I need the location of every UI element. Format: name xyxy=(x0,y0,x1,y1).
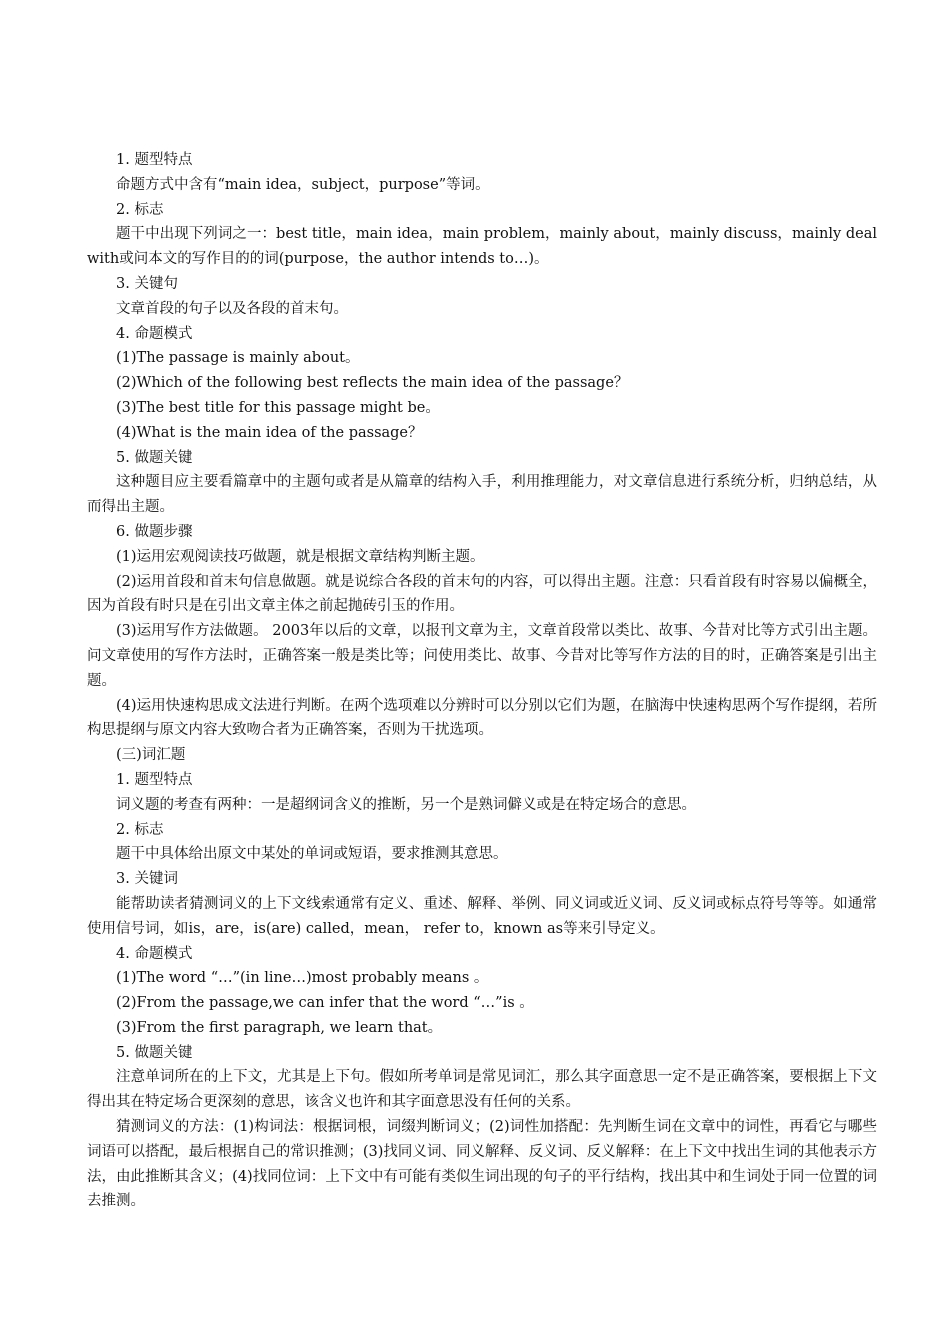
pattern-item: (1)The word “…”(in line…)most probably means 。 xyxy=(116,970,489,987)
step-item: (2)运用首段和首末句信息做题。就是说综合各段的首末句的内容，可以得出主题。注意：只看首段有时容易以偏概全，因为首段有时只是在引出文章主体之前起抛砖引玉的作用。 xyxy=(87,573,877,615)
document-body xyxy=(87,148,877,1214)
paragraph: 题干中具体给出原文中某处的单词或短语，要求推测其意思。 xyxy=(116,846,508,863)
heading-question-patterns: 4. 命题模式 xyxy=(116,325,193,342)
heading-question-features: 1. 题型特点 xyxy=(116,152,193,168)
heading-question-patterns: 4. 命题模式 xyxy=(116,945,193,962)
paragraph: 题干中出现下列词之一：best title，main idea，main problem，mainly about，mainly discuss，mainly deal with或问本文的写作目的的词(purpose，the author intends to…)。 xyxy=(87,226,877,268)
heading-indicators: 2. 标志 xyxy=(116,201,164,218)
heading-indicators: 2. 标志 xyxy=(116,821,164,838)
heading-solving-key: 5. 做题关键 xyxy=(116,1044,193,1061)
step-item: (3)运用写作方法做题。 2003年以后的文章，以报刊文章为主，文章首段常以类比、故事、今昔对比等方式引出主题。问文章使用的写作方法时，正确答案一般是类比等；问使用类比、故事、今昔对比等写作方法的目的时，正确答案是引出主题。 xyxy=(87,623,877,689)
heading-solving-steps: 6. 做题步骤 xyxy=(116,523,193,540)
paragraph: 词义题的考查有两种：一是超纲词含义的推断，另一个是熟词僻义或是在特定场合的意思。 xyxy=(116,796,696,813)
pattern-item: (2)Which of the following best reflects the main idea of the passage？ xyxy=(116,375,629,392)
pattern-item: (2)From the passage,we can infer that the word “…”is 。 xyxy=(116,995,534,1012)
paragraph: 注意单词所在的上下文，尤其是上下句。假如所考单词是常见词汇，那么其字面意思一定不是正确答案，要根据上下文得出其在特定场合更深刻的意思，该含义也许和其字面意思没有任何的关系。 xyxy=(87,1069,877,1111)
paragraph: 命题方式中含有“main idea，subject，purpose”等词。 xyxy=(116,176,490,193)
heading-key-words: 3. 关键词 xyxy=(116,871,178,888)
pattern-item: (3)The best title for this passage might be。 xyxy=(116,399,440,416)
paragraph: 文章首段的句子以及各段的首末句。 xyxy=(116,300,348,317)
heading-solving-key: 5. 做题关键 xyxy=(116,449,193,466)
pattern-item: (1)The passage is mainly about。 xyxy=(116,350,360,367)
pattern-item: (3)From the first paragraph, we learn that。 xyxy=(116,1019,443,1036)
section-heading-vocabulary: (三)词汇题 xyxy=(116,747,186,764)
step-item: (1)运用宏观阅读技巧做题，就是根据文章结构判断主题。 xyxy=(116,548,485,565)
heading-key-sentences: 3. 关键句 xyxy=(116,275,178,292)
pattern-item: (4)What is the main idea of the passage？ xyxy=(116,424,423,441)
paragraph: 猜测词义的方法：(1)构词法：根据词根，词缀判断词义；(2)词性加搭配：先判断生词在文章中的词性，再看它与哪些词语可以搭配，最后根据自己的常识推测；(3)找同义词、同义解释、反义词、反义解释：在上下文中找出生词的其他表示方法，由此推断其含义；(4)找同位词：上下文中有可能有类似生词出现的句子的平行结构，找出其中和生词处于同一位置的词去推测。 xyxy=(87,1119,877,1210)
step-item: (4)运用快速构思成文法进行判断。在两个选项难以分辨时可以分别以它们为题，在脑海中快速构思两个写作提纲，若所构思提纲与原文内容大致吻合者为正确答案，否则为干扰选项。 xyxy=(87,697,877,739)
heading-question-features: 1. 题型特点 xyxy=(116,771,193,788)
paragraph: 这种题目应主要看篇章中的主题句或者是从篇章的结构入手，利用推理能力，对文章信息进行系统分析，归纳总结，从而得出主题。 xyxy=(87,474,877,516)
paragraph: 能帮助读者猜测词义的上下文线索通常有定义、重述、解释、举例、同义词或近义词、反义词或标点符号等等。如通常使用信号词，如is，are，is(are) called，mean， refer to，known as等来引导定义。 xyxy=(87,895,877,937)
